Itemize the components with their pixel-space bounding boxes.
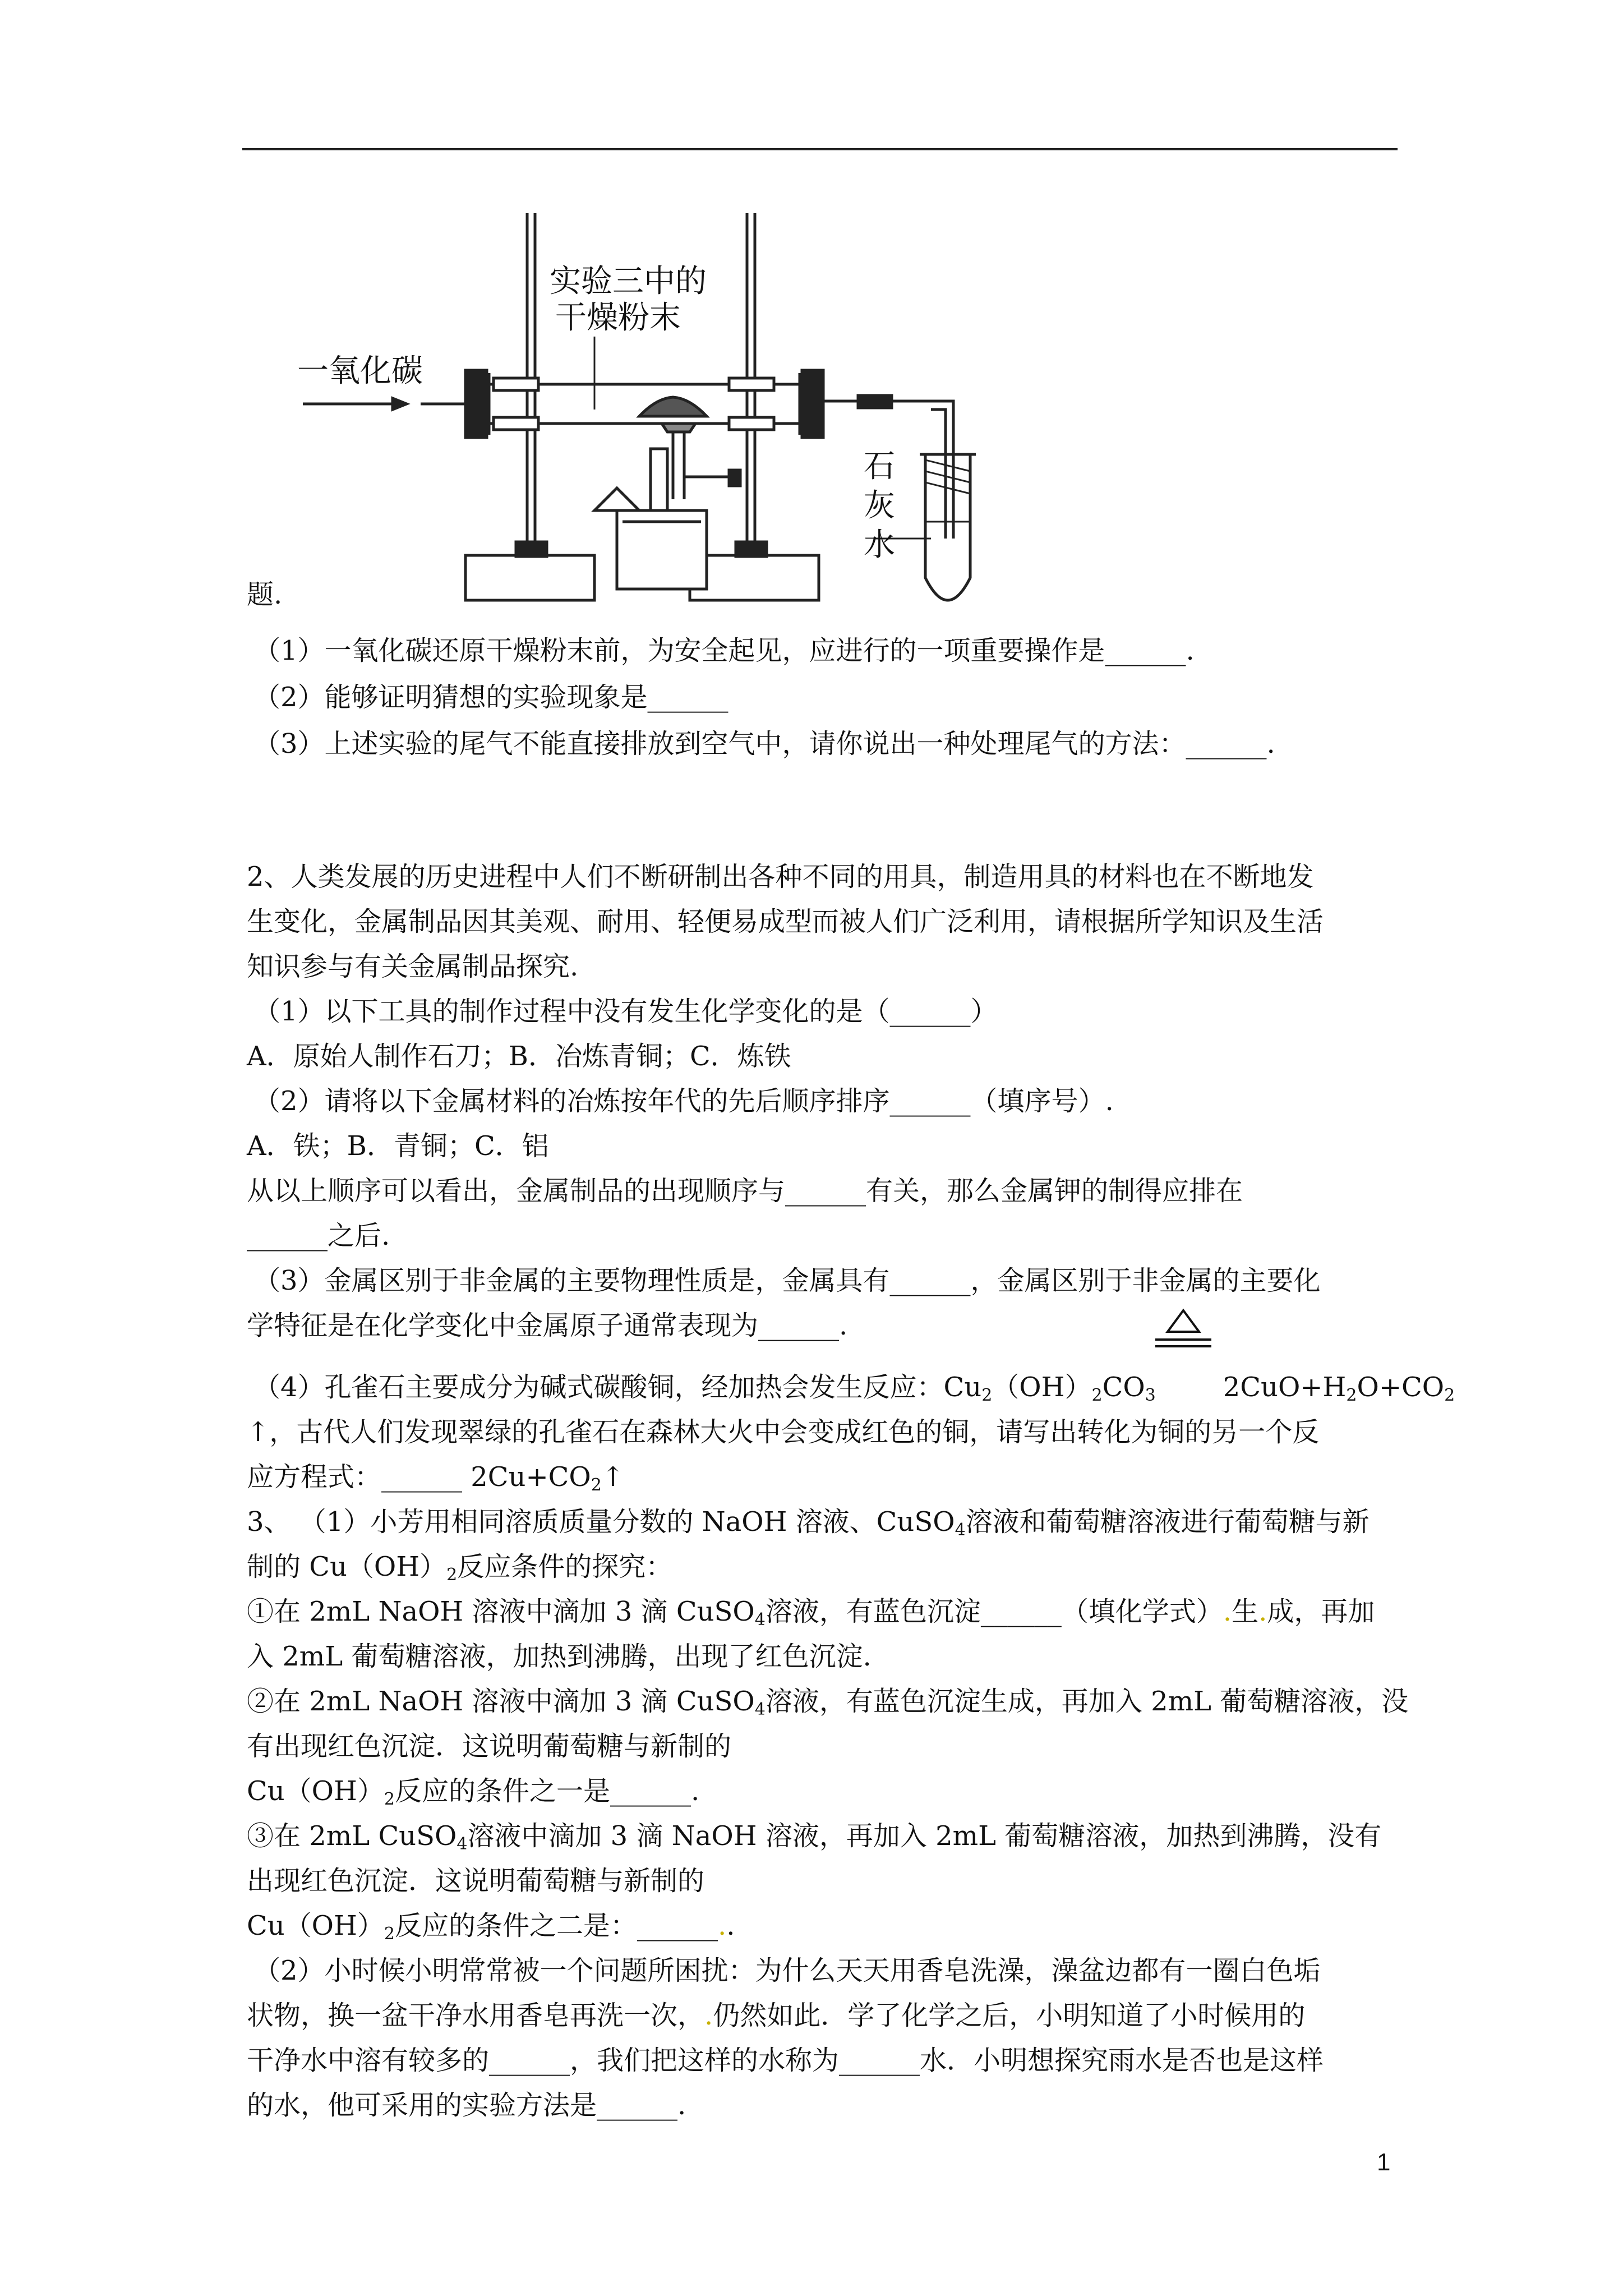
text-part: 3、 （1）小芳用相同溶质质量分数的 NaOH 溶液、CuSO [247,1506,955,1538]
text-mark: . [704,2000,713,2031]
text-part: 反应的条件之一是______. [394,1775,700,1807]
label-lime-2: 灰 [864,487,895,524]
q2-line-5: A．原始人制作石刀；B．冶炼青铜；C．炼铁 [247,1041,791,1072]
text-part: ③在 2mL CuSO [247,1820,457,1852]
text-part: Cu（OH） [247,1775,384,1807]
q3-line-14: 的水，他可采用的实验方法是______. [247,2090,686,2121]
eq-sub: 2 [1091,1386,1103,1405]
q3-line-11: （2）小时候小明常常被一个问题所困扰：为什么天天用香皂洗澡，澡盆边都有一圈白色垢 [253,1955,1321,1986]
eq-sub: 2 [981,1386,993,1405]
text-part: 溶液中滴加 3 滴 NaOH 溶液，再加入 2mL 葡萄糖溶液，加热到沸腾，没有 [467,1820,1382,1852]
text-part: 反应的条件之二是：______ [394,1910,718,1941]
q3-line-13: 干净水中溶有较多的______，我们把这样的水称为______水．小明想探究雨水是否也是这样 [247,2045,1324,2076]
text-part: ①在 2mL NaOH 溶液中滴加 3 滴 CuSO [247,1596,755,1627]
q2-line-4: （1）以下工具的制作过程中没有发生化学变化的是（______） [253,996,998,1027]
eq-sub: 2 [1346,1386,1357,1405]
apparatus-diagram [280,208,1021,611]
q2-line-10: （3）金属区别于非金属的主要物理性质是，金属具有______，金属区别于非金属的主要化 [253,1265,1321,1296]
text-sub: 4 [955,1520,966,1540]
eq-part: （OH） [992,1372,1092,1403]
text-sub: 4 [457,1834,468,1854]
q3-line-5 [247,1685,1408,1718]
eq-part: ↑ [601,1461,625,1493]
q3-line-2 [247,1550,672,1584]
text-part: . [726,1910,735,1941]
text-part: Cu（OH） [247,1910,384,1941]
q2-line-7: A．铁；B．青铜；C．铝 [247,1130,549,1162]
q3-line-1 [247,1505,1370,1539]
page-number: 1 [1377,2148,1391,2176]
q3-line-10 [247,1909,735,1943]
text-part: 溶液，有蓝色沉淀生成，再加入 2mL 葡萄糖溶液，没 [765,1686,1409,1717]
eq-part: 应方程式：______ 2Cu+CO [247,1461,591,1493]
q3-line-3 [247,1595,1375,1628]
label-lime-1: 石 [864,448,895,485]
q1-sub1: （1）一氧化碳还原干燥粉末前，为安全起见，应进行的一项重要操作是______. [253,635,1195,666]
eq-part: 2CuO+H [1223,1372,1347,1403]
text-sub: 4 [754,1610,766,1630]
text-part: 制的 Cu（OH） [247,1551,447,1582]
text-part: 溶液和葡萄糖溶液进行葡萄糖与新 [965,1506,1370,1538]
text-part: 成，再加 [1267,1596,1375,1627]
text-mark: . [717,1910,727,1941]
q2-line-3: 知识参与有关金属制品探究. [247,951,579,982]
q2-line-9: ______之后. [247,1220,390,1251]
label-powder-line2: 干燥粉末 [555,300,681,336]
q2-line-1: 2、人类发展的历史进程中人们不断研制出各种不同的用具，制造用具的材料也在不断地发 [247,861,1314,892]
text-sub: 4 [754,1700,766,1719]
q2-line-13: ↑，古代人们发现翠绿的孔雀石在森林大火中会变成红色的铜，请写出转化为铜的另一个反 [247,1416,1320,1448]
q2-line-2: 生变化，金属制品因其美观、耐用、轻便易成型而被人们广泛利用，请根据所学知识及生活 [247,906,1324,937]
text-sub: 2 [384,1789,395,1809]
eq-sub: 2 [591,1475,602,1495]
q3-line-8 [247,1819,1381,1853]
text-sub: 2 [446,1565,458,1585]
q3-line-6: 有出现红色沉淀．这说明葡萄糖与新制的 [247,1731,732,1762]
q2-line-12 [253,1370,1455,1404]
eq-sub: 2 [1444,1386,1455,1405]
q2-line-6: （2）请将以下金属材料的冶炼按年代的先后顺序排序______（填序号）. [253,1085,1114,1117]
text-part: 反应条件的探究： [457,1551,673,1582]
q1-sub3: （3）上述实验的尾气不能直接排放到空气中，请你说出一种处理尾气的方法：______. [253,728,1275,760]
q2-line-11: 学特征是在化学变化中金属原子通常表现为______. [247,1310,848,1341]
eq-part: O+CO [1357,1372,1445,1403]
label-carbon-monoxide: 一氧化碳 [297,353,423,389]
text-sub: 2 [384,1924,395,1944]
eq-part: （4）孔雀石主要成分为碱式碳酸铜，经加热会发生反应：Cu [253,1372,982,1403]
q3-line-12 [247,1999,1305,2032]
heat-delta-symbol [1155,1307,1211,1352]
label-lime-3: 水 [864,527,895,563]
q3-line-7 [247,1774,699,1808]
q2-line-14 [247,1460,624,1494]
q3-line-9: 出现红色沉淀．这说明葡萄糖与新制的 [247,1865,705,1897]
text-part: 生 [1232,1596,1259,1627]
label-powder-line1: 实验三中的 [550,263,707,300]
text-mark: . [1223,1596,1232,1627]
text-part: 溶液，有蓝色沉淀______（填化学式） [765,1596,1223,1627]
q1-sub2: （2）能够证明猜想的实验现象是______ [253,682,728,713]
text-part: 仍然如此．学了化学之后，小明知道了小时候用的 [713,2000,1306,2031]
q1-tail: 题. [247,579,283,610]
header-rule [242,148,1398,150]
apparatus-figure [280,208,1021,611]
eq-sub: 3 [1145,1386,1156,1405]
text-part: ②在 2mL NaOH 溶液中滴加 3 滴 CuSO [247,1686,755,1717]
q2-line-8: 从以上顺序可以看出，金属制品的出现顺序与______有关，那么金属钾的制得应排在 [247,1175,1243,1207]
text-mark: . [1258,1596,1267,1627]
q3-line-4: 入 2mL 葡萄糖溶液，加热到沸腾，出现了红色沉淀. [247,1641,872,1672]
eq-part: CO [1102,1372,1145,1403]
text-part: 状物，换一盆干净水用香皂再洗一次， [247,2000,705,2031]
